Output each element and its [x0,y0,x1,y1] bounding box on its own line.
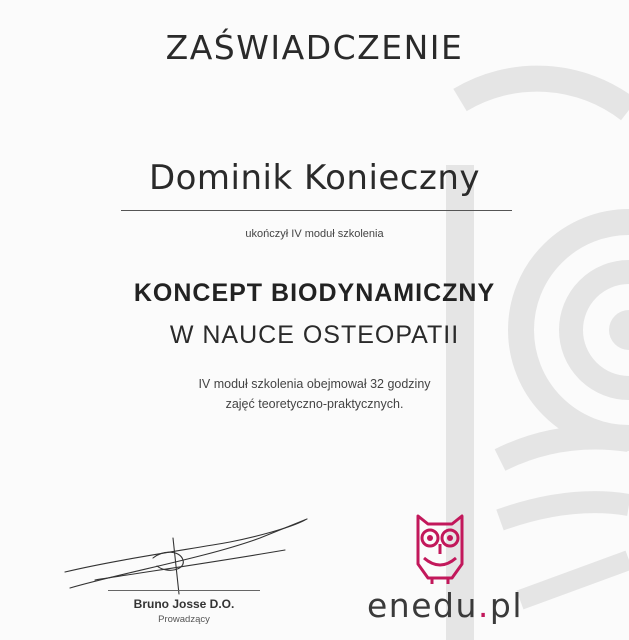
signatory-role: Prowadzący [158,614,210,625]
certificate-heading: ZAŚWIADCZENIE [165,28,464,67]
brand-logo-text [360,586,530,625]
course-subtitle: W NAUCE OSTEOPATII [169,321,460,349]
completion-text: ukończył IV moduł szkolenia [245,228,384,240]
signatory-name: Bruno Josse D.O. [133,597,235,611]
course-description [0,374,629,414]
signature-line [108,590,260,591]
handwritten-signature [55,510,325,600]
recipient-name: Dominik Konieczny [148,158,481,198]
brand-name-part1: enedu [366,586,478,625]
owl-icon [412,508,468,586]
description-line-1: IV moduł szkolenia obejmował 32 godziny [198,377,431,391]
course-title: KONCEPT BIODYNAMICZNY [133,279,496,307]
description-line-2: zajęć teoretyczno-praktycznych. [225,397,404,411]
name-underline [121,210,512,211]
brand-name-part2: pl [489,586,523,625]
brand-dot: . [477,586,490,625]
